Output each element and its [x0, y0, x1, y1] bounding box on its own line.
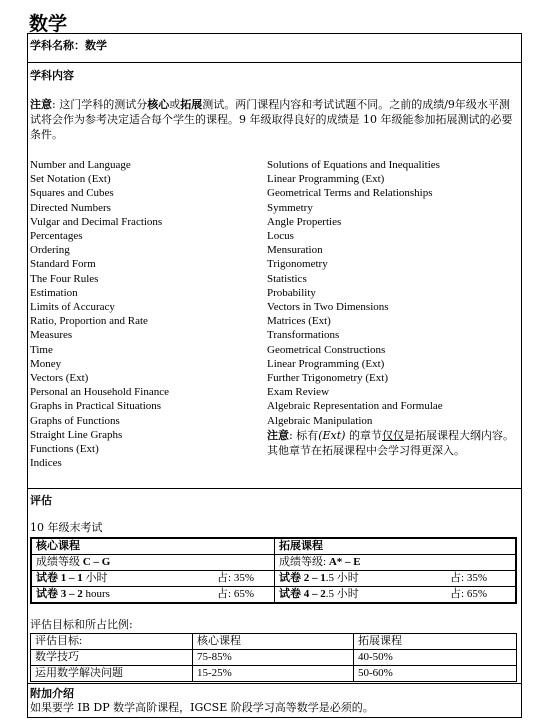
topic-right-item: Statistics [267, 272, 307, 285]
objectives-row2-core: 15-25% [193, 666, 354, 682]
subject-name: 学科名称：数学 [30, 39, 107, 52]
objectives-row1-core: 75-85% [193, 650, 354, 666]
topic-right-item: Geometrical Terms and Relationships [267, 187, 433, 200]
objectives-row2-ext: 50-60% [354, 666, 517, 682]
note-ext: 拓展 [180, 98, 203, 111]
topic-left-item: Functions (Ext) [30, 443, 99, 456]
topic-left-item: Measures [30, 329, 73, 342]
topic-right-item: Locus [267, 230, 294, 243]
topic-right-item: Symmetry [267, 201, 313, 214]
objectives-table [30, 633, 517, 682]
exam-ext-paper2-pct: 占: 35% [450, 572, 487, 584]
topics-right-list [267, 158, 519, 428]
topic-right-item: Linear Programming (Ext) [267, 173, 385, 186]
exam-ext-paper2 [275, 571, 517, 587]
topic-left-item: Limits of Accuracy [30, 301, 115, 314]
exam-core-grade [31, 555, 275, 571]
exam-ext-paper4-time: .5 小时 [325, 588, 359, 600]
page-title: 数学 [29, 13, 68, 35]
topic-right-item: Algebraic Manipulation [267, 414, 373, 427]
exam-core-title: 核心课程 [31, 538, 275, 555]
exam-core-paper1-label: 试卷 1 – 1 [36, 572, 83, 584]
content-heading: 学科内容 [30, 69, 74, 82]
topic-right-item: Linear Programming (Ext) [267, 357, 385, 370]
topic-right-item: Further Trigonometry (Ext) [267, 372, 388, 385]
note-core: 核心 [147, 98, 170, 111]
topic-right-item: Transformations [267, 329, 340, 342]
ext-note [267, 428, 519, 458]
topic-left-item: Vulgar and Decimal Fractions [30, 215, 163, 228]
exam-caption: 10 年级末考试 [30, 521, 103, 534]
note-prefix: 注意 [30, 98, 52, 111]
topic-left-item: Ordering [30, 244, 70, 257]
topic-left-item: Standard Form [30, 258, 96, 271]
topic-right-item: Solutions of Equations and Inequalities [267, 159, 440, 171]
topic-right-item: Probability [267, 286, 316, 299]
topic-left-item: Indices [30, 457, 62, 470]
topic-right-item: Vectors in Two Dimensions [267, 301, 389, 314]
exam-core-paper3-time: hours [82, 588, 110, 600]
exam-ext-paper4 [275, 587, 517, 604]
exam-table [30, 537, 517, 604]
exam-ext-paper4-label: 试卷 4 – 2 [279, 588, 326, 600]
topic-left-item: Straight Line Graphs [30, 428, 123, 441]
topic-left-item: Squares and Cubes [30, 187, 114, 200]
note-text-before: : 这门学科的测试分 [52, 98, 148, 111]
topic-left-item: Number and Language [30, 159, 131, 171]
topic-left-item: Ratio, Proportion and Rate [30, 315, 148, 328]
note-or: 或 [169, 98, 181, 111]
exam-ext-paper2-label: 试卷 2 – 1 [279, 572, 326, 584]
topic-left-item: Money [30, 357, 62, 370]
topic-right-item: Matrices (Ext) [267, 315, 331, 328]
ext-note-only: 仅仅 [381, 429, 404, 442]
exam-core-paper3 [31, 587, 275, 604]
exam-ext-grade-label: 成绩等级: [279, 556, 329, 568]
exam-ext-title: 拓展课程 [275, 538, 517, 555]
exam-ext-grade-value: A* – E [328, 556, 361, 568]
topic-left-item: Estimation [30, 286, 78, 299]
topic-left-item: Time [30, 343, 53, 356]
objectives-row2-name: 运用数学解决问题 [31, 666, 193, 682]
exam-core-paper3-label: 试卷 3 – 2 [36, 588, 83, 600]
topic-left-item: Set Notation (Ext) [30, 173, 111, 186]
assessment-heading: 评估 [30, 494, 52, 507]
ext-note-part2: 的章节 [345, 429, 382, 442]
exam-ext-paper2-time: .5 小时 [325, 572, 359, 584]
exam-core-grade-label: 成绩等级 [36, 556, 83, 568]
topics-left-list [30, 158, 260, 470]
ext-note-part1: : 标有 [289, 429, 319, 442]
objectives-caption: 评估目标和所占比例: [30, 618, 133, 631]
ext-note-prefix: 注意 [267, 429, 289, 442]
topic-left-item: Graphs of Functions [30, 414, 120, 427]
exam-core-paper1-pct: 占: 35% [217, 572, 254, 584]
additional-heading: 附加介绍 [30, 687, 74, 700]
exam-core-grade-value: C – G [82, 556, 111, 568]
topic-left-item: Personal an Household Finance [30, 386, 169, 399]
exam-core-paper1-time: 小时 [82, 572, 108, 584]
topic-left-item: Graphs in Practical Situations [30, 400, 162, 413]
topic-right-item: Exam Review [267, 386, 330, 399]
note-text-after: 测试。两门课程内容和考试试题不同。之前的成绩/9年级水平测试将会作为参考决定适合每个学生的课程。9 年级取得良好的成绩是 10 年级能参加拓展测试的必要条件。 [30, 98, 513, 141]
objectives-header-core: 核心课程 [193, 634, 354, 650]
ext-note-part3: 是拓展课程大纲内容。其他章节在拓展课程中会学习得更深入。 [267, 429, 514, 457]
exam-core-paper1 [31, 571, 275, 587]
objectives-row1-name: 数学技巧 [31, 650, 193, 666]
topic-left-item: Percentages [30, 230, 83, 243]
note-paragraph [30, 97, 518, 142]
objectives-header-target: 评估目标: [31, 634, 193, 650]
topic-right-item: Trigonometry [267, 258, 328, 271]
topic-right-item: Geometrical Constructions [267, 343, 386, 356]
topic-right-item: Angle Properties [267, 215, 342, 228]
topic-left-item: The Four Rules [30, 272, 99, 285]
objectives-row1-ext: 40-50% [354, 650, 517, 666]
ext-note-mark: (Ext) [318, 429, 346, 442]
topic-left-item: Vectors (Ext) [30, 372, 89, 385]
additional-text: 如果要学 IB DP 数学高阶课程，IGCSE 阶段学习高等数学是必须的。 [30, 701, 374, 714]
topic-right-item: Algebraic Representation and Formulae [267, 400, 443, 413]
exam-ext-paper4-pct: 占: 65% [450, 588, 487, 600]
objectives-header-ext: 拓展课程 [354, 634, 517, 650]
topic-right-item: Mensuration [267, 244, 323, 257]
topic-left-item: Directed Numbers [30, 201, 111, 214]
exam-ext-grade [275, 555, 517, 571]
exam-core-paper3-pct: 占: 65% [217, 588, 254, 600]
